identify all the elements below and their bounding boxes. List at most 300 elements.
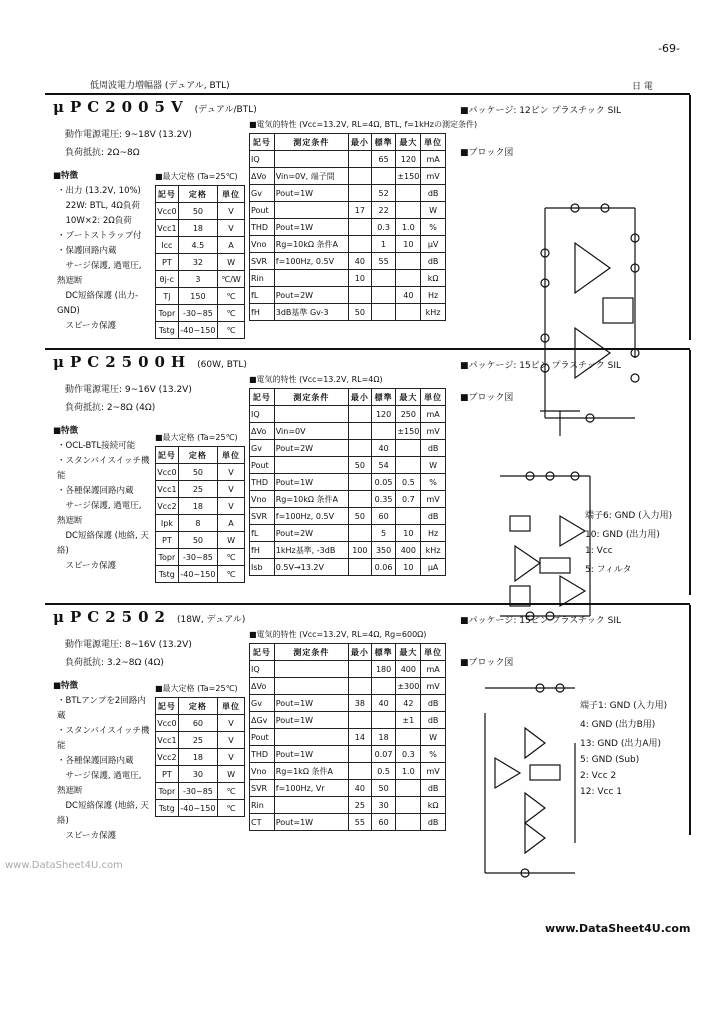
table-cell: Ipk <box>156 515 179 532</box>
table-cell <box>349 168 372 185</box>
table-cell: 0.3 <box>396 746 421 763</box>
table-cell: 0.7 <box>396 491 421 508</box>
abs-max-caption: ■最大定格 (Ta=25℃) <box>155 172 238 181</box>
table-row <box>250 542 446 559</box>
column-header: 単位 <box>421 134 446 151</box>
table-cell: Hz <box>421 287 446 304</box>
table-cell: ℃/W <box>218 271 245 288</box>
table-cell <box>349 236 372 253</box>
table-cell: dB <box>421 185 446 202</box>
table-cell: 14 <box>349 729 372 746</box>
product-subtitle: (デュアル/BTL) <box>194 105 257 115</box>
table-cell: Gv <box>250 695 275 712</box>
table-cell: Vcc2 <box>156 749 179 766</box>
table-row <box>156 237 245 254</box>
table-cell: dB <box>421 253 446 270</box>
block-diagram-heading: ■ブロック図 <box>460 148 514 158</box>
table-cell: mA <box>421 151 446 168</box>
table-row <box>250 406 446 423</box>
table-cell <box>349 440 372 457</box>
table-cell: Pout=1W <box>274 695 348 712</box>
table-cell: 0.07 <box>371 746 396 763</box>
table-row <box>250 814 446 831</box>
column-header: 標準 <box>371 134 396 151</box>
abs-max-table <box>155 446 245 583</box>
table-cell: dB <box>421 712 446 729</box>
table-cell: fL <box>250 525 275 542</box>
pin-label: 1: Vcc <box>585 546 613 556</box>
table-cell: 1.0 <box>396 219 421 236</box>
table-cell: % <box>421 474 446 491</box>
table-cell: 38 <box>349 695 372 712</box>
feature-item: DC短絡保護 (地絡, 天絡) <box>57 801 149 826</box>
table-cell: -30~85 <box>178 783 217 800</box>
table-cell: ℃ <box>218 800 245 817</box>
table-cell: -40~150 <box>178 800 217 817</box>
table-cell: 50 <box>349 457 372 474</box>
table-cell <box>371 168 396 185</box>
product-section-upc2005v <box>45 93 690 345</box>
table-cell <box>349 763 372 780</box>
table-cell: Pout=2W <box>274 525 348 542</box>
table-header-row <box>156 186 245 203</box>
block-diagram-heading: ■ブロック図 <box>460 658 514 668</box>
table-cell: 0.06 <box>371 559 396 576</box>
table-cell: -30~85 <box>178 305 217 322</box>
table-row <box>250 729 446 746</box>
table-row <box>156 498 245 515</box>
table-header-row <box>156 698 245 715</box>
table-header-row <box>156 447 245 464</box>
table-cell: Hz <box>421 525 446 542</box>
product-section-upc2502 <box>45 603 690 841</box>
feature-item: サージ保護, 過電圧, 熱遮断 <box>57 261 142 286</box>
pin-label: 端子6: GND (入力用) <box>585 511 673 521</box>
table-cell: -30~85 <box>178 549 217 566</box>
table-cell: V <box>218 203 245 220</box>
table-cell: Pout=1W <box>274 219 348 236</box>
table-cell: 55 <box>371 253 396 270</box>
table-cell: fH <box>250 542 275 559</box>
table-cell: ±150 <box>396 423 421 440</box>
table-cell: 0.5 <box>396 474 421 491</box>
table-cell <box>349 287 372 304</box>
table-row <box>250 185 446 202</box>
table-cell: ±300 <box>396 678 421 695</box>
table-row <box>250 168 446 185</box>
table-header-row <box>250 644 446 661</box>
table-row <box>156 271 245 288</box>
table-cell: 50 <box>178 203 217 220</box>
pin-label: 2: Vcc 2 <box>580 771 617 781</box>
spec-line: 負荷抵抗: 2Ω~8Ω <box>65 148 140 158</box>
pin-label: 13: GND (出力A用) <box>580 739 662 749</box>
feature-item: スピーカ保護 <box>57 561 116 571</box>
table-cell <box>274 661 348 678</box>
column-header: 定格 <box>178 186 217 203</box>
table-cell: 18 <box>178 220 217 237</box>
table-cell: 120 <box>396 151 421 168</box>
table-cell: 3 <box>178 271 217 288</box>
table-cell <box>349 474 372 491</box>
table-cell: ±150 <box>396 168 421 185</box>
table-cell: ℃ <box>218 783 245 800</box>
table-cell: IQ <box>250 406 275 423</box>
table-cell: IQ <box>250 151 275 168</box>
features-heading: ■特徴 <box>53 426 79 436</box>
table-cell: 42 <box>396 695 421 712</box>
feature-item: ・ブートストラップ付 <box>57 231 142 241</box>
table-cell: 10 <box>396 236 421 253</box>
table-cell: f=100Hz, 0.5V <box>274 508 348 525</box>
table-row <box>250 797 446 814</box>
feature-item: サージ保護, 過電圧, 熱遮断 <box>57 501 142 526</box>
table-cell: A <box>218 237 245 254</box>
feature-item: サージ保護, 過電圧, 熱遮断 <box>57 771 142 796</box>
table-cell: 60 <box>371 508 396 525</box>
column-header: 測定条件 <box>274 644 348 661</box>
table-cell: 54 <box>371 457 396 474</box>
page-number: -69- <box>658 42 680 55</box>
table-row <box>250 508 446 525</box>
table-cell: 1kHz基準, -3dB <box>274 542 348 559</box>
column-header: 測定条件 <box>274 134 348 151</box>
product-subtitle: (60W, BTL) <box>197 360 247 370</box>
table-cell: 0.5 <box>371 763 396 780</box>
feature-item: ・各種保護回路内蔵 <box>57 756 134 766</box>
table-cell: W <box>421 729 446 746</box>
column-header: 測定条件 <box>274 389 348 406</box>
table-cell <box>274 202 348 219</box>
table-cell: SVR <box>250 780 275 797</box>
table-row <box>156 800 245 817</box>
table-cell: 120 <box>371 406 396 423</box>
table-row <box>250 712 446 729</box>
table-header-row <box>250 134 446 151</box>
table-cell: -40~150 <box>178 566 217 583</box>
table-cell: 60 <box>371 814 396 831</box>
table-cell: 50 <box>349 508 372 525</box>
column-header: 記号 <box>250 389 275 406</box>
elec-char-caption: ■電気的特性 (Vcc=13.2V, RL=4Ω, Rg=600Ω) <box>249 630 427 639</box>
table-cell: Vcc1 <box>156 732 179 749</box>
table-row <box>156 254 245 271</box>
product-subtitle: (18W, デュアル) <box>176 615 246 625</box>
table-cell: Pout=1W <box>274 712 348 729</box>
pin-label: 5: フィルタ <box>585 565 632 575</box>
table-cell: IQ <box>250 661 275 678</box>
table-cell: mV <box>421 491 446 508</box>
table-cell: Tstg <box>156 322 179 339</box>
table-cell: Rg=10kΩ 条件A <box>274 491 348 508</box>
pin-list <box>580 698 667 803</box>
elec-char-table <box>249 388 446 576</box>
watermark: www.DataSheet4U.com <box>5 860 123 871</box>
feature-item: スピーカ保護 <box>57 321 116 331</box>
table-cell: 18 <box>178 498 217 515</box>
table-cell: ΔVo <box>250 423 275 440</box>
table-cell: ΔGv <box>250 712 275 729</box>
table-cell <box>349 678 372 695</box>
table-cell: dB <box>421 695 446 712</box>
table-cell: W <box>218 766 245 783</box>
table-cell: 65 <box>371 151 396 168</box>
table-cell: μV <box>421 236 446 253</box>
table-cell: 10 <box>349 270 372 287</box>
table-cell: 180 <box>371 661 396 678</box>
table-cell <box>349 219 372 236</box>
table-cell: ℃ <box>218 549 245 566</box>
table-cell: Gv <box>250 440 275 457</box>
table-cell: Vin=0V <box>274 423 348 440</box>
table-row <box>250 678 446 695</box>
pin-list <box>585 508 672 581</box>
column-header: 標準 <box>371 389 396 406</box>
table-cell: 22 <box>371 202 396 219</box>
table-row <box>250 780 446 797</box>
table-cell: 1 <box>371 236 396 253</box>
product-title: μPC2502 (18W, デュアル) <box>53 608 246 626</box>
table-row <box>250 457 446 474</box>
table-cell <box>396 440 421 457</box>
table-cell: Topr <box>156 549 179 566</box>
table-cell: fL <box>250 287 275 304</box>
table-cell: ΔVo <box>250 678 275 695</box>
feature-item: ・各種保護回路内蔵 <box>57 486 134 496</box>
table-cell: Rg=1kΩ 条件A <box>274 763 348 780</box>
table-cell <box>274 797 348 814</box>
elec-char-table <box>249 643 446 831</box>
package-info: ■パッケージ: 15ピン プラスチック SIL <box>460 616 622 626</box>
table-cell: Pout=2W <box>274 287 348 304</box>
table-cell <box>396 202 421 219</box>
table-cell: Tj <box>156 288 179 305</box>
table-cell: μA <box>421 559 446 576</box>
table-cell: Vcc1 <box>156 220 179 237</box>
table-cell: 55 <box>349 814 372 831</box>
table-row <box>156 549 245 566</box>
table-cell <box>396 729 421 746</box>
table-cell: 1.0 <box>396 763 421 780</box>
table-cell: V <box>218 481 245 498</box>
table-row <box>156 749 245 766</box>
table-cell: f=100Hz, Vr <box>274 780 348 797</box>
table-cell <box>396 814 421 831</box>
feature-item: ・BTLアンプを2回路内蔵 <box>57 696 146 721</box>
table-cell: 8 <box>178 515 217 532</box>
table-cell: PT <box>156 532 179 549</box>
elec-char-caption: ■電気的特性 (Vcc=13.2V, RL=4Ω) <box>249 375 383 384</box>
table-cell <box>396 304 421 321</box>
elec-char-table <box>249 133 446 321</box>
table-cell: mV <box>421 168 446 185</box>
table-cell: dB <box>421 814 446 831</box>
table-row <box>250 423 446 440</box>
table-row <box>156 305 245 322</box>
table-cell: 25 <box>349 797 372 814</box>
table-cell: Pout=1W <box>274 746 348 763</box>
table-cell: Rg=10kΩ 条件A <box>274 236 348 253</box>
table-cell: fH <box>250 304 275 321</box>
table-row <box>156 715 245 732</box>
table-cell: Vno <box>250 763 275 780</box>
table-cell: A <box>218 515 245 532</box>
table-cell: mA <box>421 406 446 423</box>
table-row <box>156 220 245 237</box>
features-heading: ■特徴 <box>53 681 79 691</box>
table-cell <box>396 780 421 797</box>
table-cell: mV <box>421 763 446 780</box>
table-cell: dB <box>421 440 446 457</box>
table-cell <box>274 729 348 746</box>
table-cell: Rin <box>250 797 275 814</box>
table-cell: V <box>218 732 245 749</box>
table-cell: 5 <box>371 525 396 542</box>
table-row <box>156 464 245 481</box>
table-row <box>156 732 245 749</box>
table-cell: 40 <box>371 695 396 712</box>
table-cell: ℃ <box>218 305 245 322</box>
table-row <box>250 202 446 219</box>
table-cell: THD <box>250 474 275 491</box>
table-row <box>250 219 446 236</box>
table-row <box>250 474 446 491</box>
table-cell <box>371 423 396 440</box>
column-header: 定格 <box>178 447 217 464</box>
table-cell: θj-c <box>156 271 179 288</box>
table-cell <box>274 270 348 287</box>
column-header: 最大 <box>396 644 421 661</box>
table-cell: 60 <box>178 715 217 732</box>
table-cell: kΩ <box>421 270 446 287</box>
table-cell: ℃ <box>218 566 245 583</box>
table-cell: mV <box>421 423 446 440</box>
column-header: 単位 <box>421 389 446 406</box>
table-cell: CT <box>250 814 275 831</box>
table-cell <box>396 508 421 525</box>
spec-line: 動作電源電圧: 8~16V (13.2V) <box>65 640 192 650</box>
feature-item: DC短絡保護 (出力-GND) <box>57 291 139 316</box>
table-cell: Vcc0 <box>156 203 179 220</box>
table-row <box>156 322 245 339</box>
block-diagram-heading: ■ブロック図 <box>460 393 514 403</box>
footer-url[interactable]: www.DataSheet4U.com <box>545 922 691 935</box>
table-cell: mA <box>421 661 446 678</box>
table-row <box>156 288 245 305</box>
pin-label: 端子1: GND (入力用) <box>580 701 668 711</box>
table-cell: Tstg <box>156 800 179 817</box>
table-cell: 25 <box>178 732 217 749</box>
table-cell: % <box>421 746 446 763</box>
column-header: 定格 <box>178 698 217 715</box>
feature-item: ・OCL-BTL接続可能 <box>57 441 136 451</box>
table-cell: 40 <box>349 253 372 270</box>
table-cell: 10 <box>396 559 421 576</box>
table-cell <box>349 151 372 168</box>
table-cell <box>371 270 396 287</box>
table-cell: Topr <box>156 783 179 800</box>
product-title: μPC2005V (デュアル/BTL) <box>53 98 257 116</box>
table-row <box>250 763 446 780</box>
table-row <box>250 440 446 457</box>
table-cell: Vno <box>250 236 275 253</box>
table-cell <box>349 525 372 542</box>
feature-item: 22W: BTL, 4Ω負荷 <box>57 201 140 211</box>
feature-item: 10W×2: 2Ω負荷 <box>57 216 132 226</box>
pin-label: 4: GND (出力B用) <box>580 720 656 730</box>
elec-char-caption: ■電気的特性 (Vcc=13.2V, RL=4Ω, BTL, f=1kHzの測定条件) <box>249 120 478 129</box>
table-cell <box>274 457 348 474</box>
table-row <box>250 253 446 270</box>
feature-item: DC短絡保護 (地絡, 天絡) <box>57 531 149 556</box>
table-cell: 10 <box>396 525 421 542</box>
table-cell <box>396 270 421 287</box>
table-row <box>250 559 446 576</box>
table-cell: 25 <box>178 481 217 498</box>
table-cell: 0.3 <box>371 219 396 236</box>
table-cell: ΔVo <box>250 168 275 185</box>
table-cell <box>396 185 421 202</box>
table-cell: 100 <box>349 542 372 559</box>
table-row <box>250 695 446 712</box>
table-row <box>250 304 446 321</box>
feature-item: スピーカ保護 <box>57 831 116 841</box>
table-cell: -40~150 <box>178 322 217 339</box>
table-cell: Pout=1W <box>274 814 348 831</box>
table-cell: W <box>421 202 446 219</box>
table-cell <box>274 406 348 423</box>
column-header: 単位 <box>218 186 245 203</box>
table-cell: W <box>421 457 446 474</box>
table-cell <box>349 712 372 729</box>
table-row <box>250 491 446 508</box>
spec-line: 動作電源電圧: 9~18V (13.2V) <box>65 130 192 140</box>
table-row <box>250 270 446 287</box>
table-cell: 250 <box>396 406 421 423</box>
table-cell: 30 <box>371 797 396 814</box>
table-cell: Vcc2 <box>156 498 179 515</box>
section-border <box>689 350 691 595</box>
table-cell: kHz <box>421 542 446 559</box>
table-cell <box>371 287 396 304</box>
table-cell: 32 <box>178 254 217 271</box>
table-cell: V <box>218 464 245 481</box>
abs-max-caption: ■最大定格 (Ta=25℃) <box>155 684 238 693</box>
table-cell <box>274 678 348 695</box>
column-header: 最大 <box>396 389 421 406</box>
column-header: 単位 <box>218 698 245 715</box>
table-cell: 150 <box>178 288 217 305</box>
table-cell: 400 <box>396 661 421 678</box>
table-cell: PT <box>156 766 179 783</box>
section-border <box>689 95 691 340</box>
table-cell <box>349 491 372 508</box>
product-section-upc2500h <box>45 348 690 602</box>
table-cell: ±1 <box>396 712 421 729</box>
table-cell <box>396 253 421 270</box>
table-header-row <box>250 389 446 406</box>
pin-label: 5: GND (Sub) <box>580 755 640 765</box>
table-row <box>250 525 446 542</box>
table-row <box>250 236 446 253</box>
table-row <box>250 287 446 304</box>
table-cell: THD <box>250 746 275 763</box>
section-border <box>689 605 691 835</box>
table-cell: V <box>218 220 245 237</box>
spec-line: 負荷抵抗: 2~8Ω (4Ω) <box>65 403 156 413</box>
table-cell: 40 <box>371 440 396 457</box>
column-header: 記号 <box>250 134 275 151</box>
